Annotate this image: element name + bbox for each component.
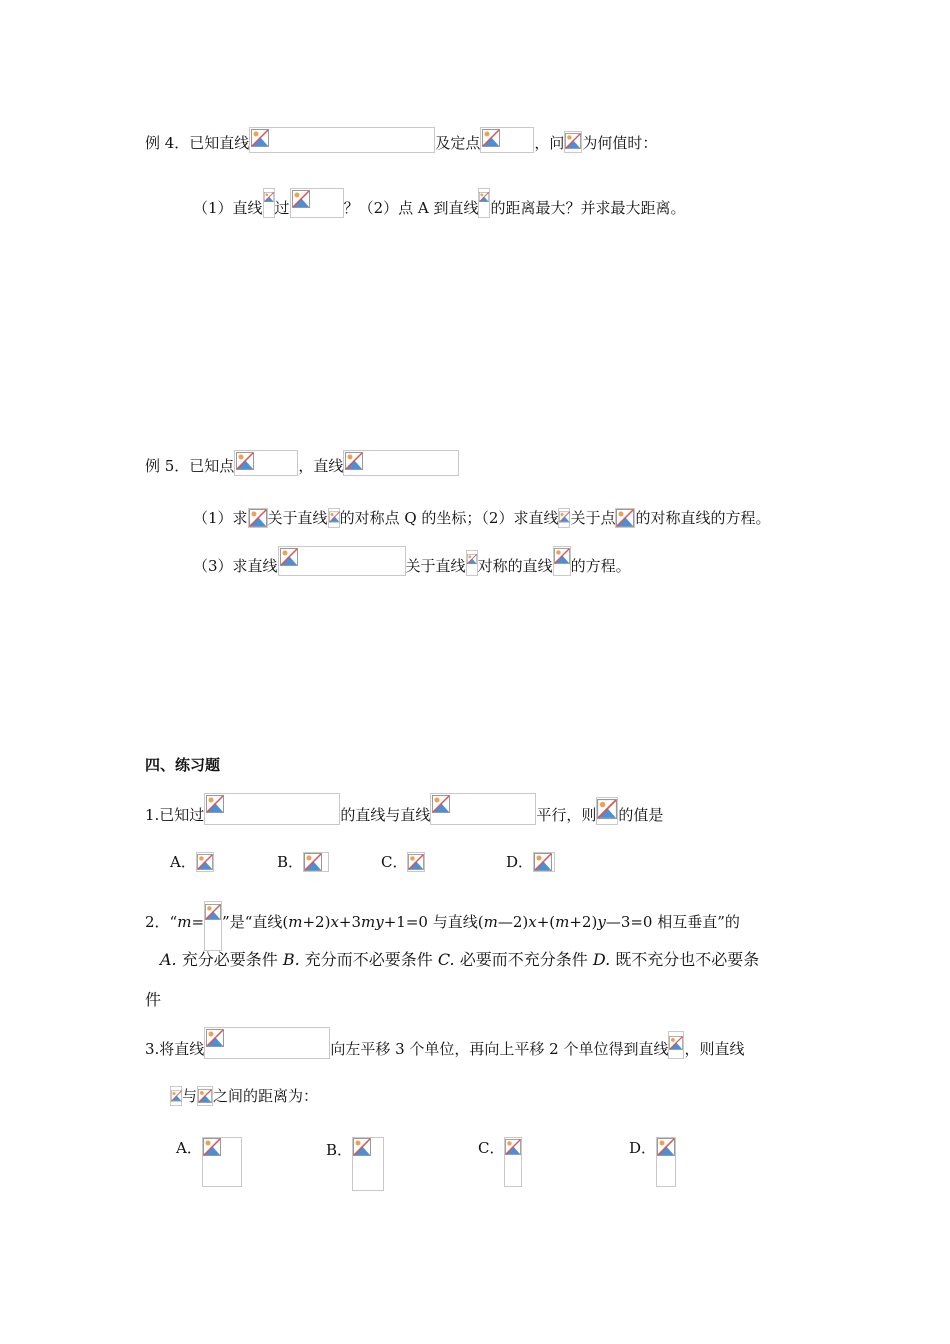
image-placeholder (504, 1137, 522, 1187)
image-placeholder (430, 793, 536, 825)
broken-image-icon (534, 853, 552, 871)
question-1-option-b: B． (277, 852, 329, 872)
broken-image-icon (206, 1029, 224, 1047)
section-4-title: 四、练习题 (145, 756, 221, 774)
example-5-line-3: （3）求直线 关于直线 对称的直线 的方程。 (193, 546, 631, 576)
image-placeholder (196, 852, 214, 872)
question-1-option-a: A． (170, 852, 214, 872)
example-4-line-1: 例 4．已知直线 及定点 ，问 为何值时： (145, 127, 657, 153)
image-placeholder (290, 188, 344, 218)
question-2-line: 2．“m= ”是“直线(m+2)x+3my+1=0 与直线(m—2)x+(m+2)y—3=0 相互垂直”的 (145, 901, 740, 951)
image-placeholder (204, 1027, 330, 1059)
image-placeholder (480, 127, 534, 153)
image-placeholder (668, 1031, 684, 1059)
example-4-line-2: （1）直线 过 ？（2）点 A 到直线 的距离最大？并求最大距离。 (193, 188, 686, 218)
question-3-option-b: B． (326, 1137, 384, 1191)
image-placeholder (303, 852, 329, 872)
broken-image-icon (353, 1138, 371, 1156)
question-3-option-d: D． (629, 1137, 676, 1187)
broken-image-icon (345, 452, 363, 470)
image-placeholder (407, 852, 425, 872)
broken-image-icon (616, 509, 634, 527)
image-placeholder (170, 1086, 182, 1106)
question-3-option-c: C． (478, 1137, 522, 1187)
broken-image-icon (236, 452, 254, 470)
broken-image-icon (408, 853, 424, 871)
image-placeholder (248, 508, 268, 528)
broken-image-icon (203, 1138, 221, 1156)
question-1-line: 1.已知过 的直线与直线 平行，则 的值是 (145, 793, 663, 825)
broken-image-icon (505, 1138, 521, 1156)
image-placeholder (553, 546, 571, 576)
question-1-option-c: C． (381, 852, 425, 872)
broken-image-icon (467, 552, 477, 566)
example-5-line-2: （1）求 关于直线 的对称点 Q 的坐标；（2）求直线 关于点 的对称直线的方程。 (193, 509, 771, 527)
image-placeholder (558, 508, 570, 528)
broken-image-icon (249, 509, 267, 527)
image-placeholder (234, 450, 298, 476)
image-placeholder (204, 901, 222, 951)
broken-image-icon (432, 795, 450, 813)
question-3-line-2: 与 之间的距离为： (170, 1086, 318, 1106)
broken-image-icon (205, 902, 221, 922)
image-placeholder (204, 793, 340, 825)
image-placeholder (656, 1137, 676, 1187)
example-5-label: 例 5．已知点 (145, 457, 235, 475)
image-placeholder (263, 188, 275, 218)
question-2-options: A. 充分必要条件 B. 充分而不必要条件 C. 必要而不充分条件 D. 既不充分也不必要条 (160, 950, 760, 969)
broken-image-icon (669, 1033, 683, 1053)
broken-image-icon (565, 133, 581, 149)
broken-image-icon (206, 795, 224, 813)
broken-image-icon (482, 129, 500, 147)
image-placeholder (596, 797, 618, 825)
image-placeholder (533, 852, 555, 872)
image-placeholder (249, 127, 435, 153)
image-placeholder (478, 188, 490, 218)
broken-image-icon (197, 853, 213, 871)
image-placeholder (328, 508, 340, 528)
image-placeholder (278, 546, 406, 576)
broken-image-icon (280, 548, 298, 566)
broken-image-icon (198, 1087, 212, 1105)
broken-image-icon (304, 853, 322, 871)
broken-image-icon (251, 129, 269, 147)
image-placeholder (564, 131, 582, 153)
broken-image-icon (171, 1087, 182, 1105)
broken-image-icon (329, 509, 340, 525)
broken-image-icon (292, 190, 310, 208)
example-5-line-1: 例 5．已知点 ，直线 (145, 450, 459, 476)
broken-image-icon (657, 1138, 675, 1156)
example-4-label: 例 4．已知直线 (145, 134, 250, 152)
question-1-option-d: D． (506, 852, 555, 872)
broken-image-icon (559, 509, 570, 525)
question-3-option-a: A． (176, 1137, 242, 1187)
question-3-line-1: 3.将直线 向左平移 3 个单位，再向上平移 2 个单位得到直线 ，则直线 (145, 1027, 745, 1059)
image-placeholder (197, 1086, 213, 1106)
question-2-wrap: 件 (145, 990, 162, 1009)
broken-image-icon (264, 190, 274, 204)
image-placeholder (202, 1137, 242, 1187)
broken-image-icon (554, 548, 570, 564)
image-placeholder (466, 550, 478, 576)
broken-image-icon (597, 799, 617, 819)
image-placeholder (352, 1137, 384, 1191)
image-placeholder (343, 450, 459, 476)
image-placeholder (615, 508, 635, 528)
broken-image-icon (479, 190, 489, 204)
